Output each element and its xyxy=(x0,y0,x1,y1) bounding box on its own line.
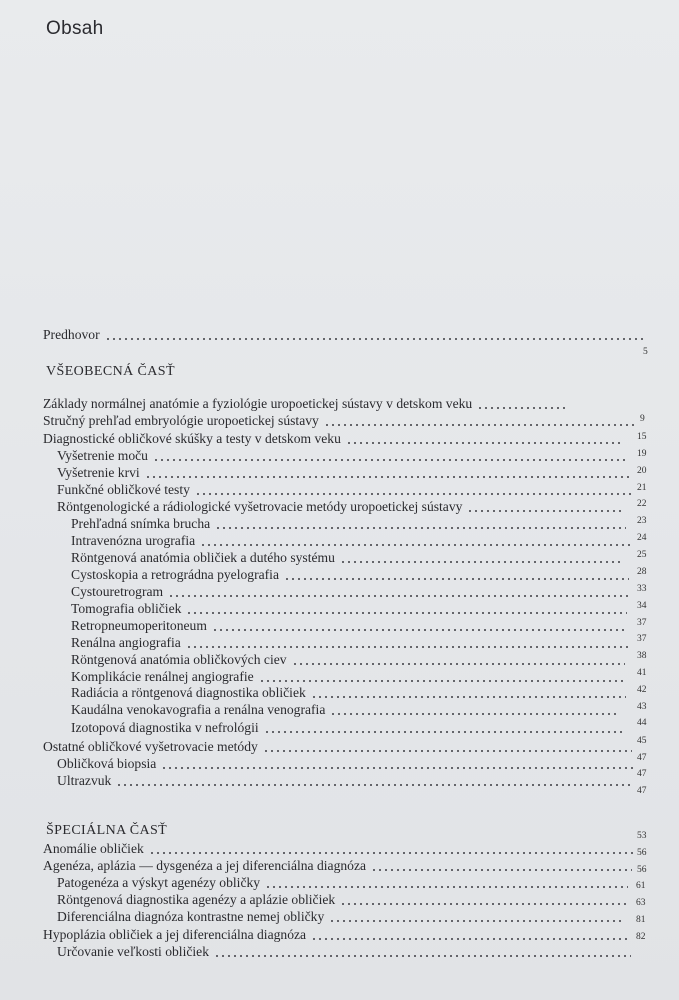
toc-entry-title: Základy normálnej anatómie a fyziológie uropoetickej sústavy v detskom veku xyxy=(43,396,473,411)
dot-leader xyxy=(195,493,631,495)
toc-entry[interactable] xyxy=(71,701,616,719)
toc-entry-title: Anomálie obličiek xyxy=(43,841,144,856)
page-number: 47 xyxy=(637,769,647,779)
toc-entry-title: Cystouretrogram xyxy=(71,584,164,599)
toc-entry-title: Funkčné obličkové testy xyxy=(57,482,190,497)
dot-leader xyxy=(263,750,632,752)
toc-entry-title: Stručný prehľad embryológie uropoetickej sústavy xyxy=(43,413,319,428)
dot-leader xyxy=(371,869,632,871)
dot-leader xyxy=(145,476,631,478)
toc-entry-title: Diferenciálna diagnóza kontrastne nemej obličky xyxy=(57,909,325,924)
toc-entry[interactable] xyxy=(57,481,631,499)
page-number: 47 xyxy=(637,786,647,796)
page-number: 37 xyxy=(637,618,647,628)
toc-entry-title: Röntgenologické a rádiologické vyšetrovacie metódy uropoetickej sústavy xyxy=(57,499,463,514)
toc-entry[interactable] xyxy=(71,600,627,618)
page-number: 22 xyxy=(637,499,647,509)
dot-leader xyxy=(116,784,633,786)
dot-leader xyxy=(467,510,621,512)
dot-leader xyxy=(330,713,616,715)
page-number: 61 xyxy=(636,881,646,891)
dot-leader xyxy=(340,903,626,905)
toc-entry-title: Cystoskopia a retrográdna pyelografia xyxy=(71,567,279,582)
toc-entry-title: Diagnostické obličkové skúšky a testy v detskom veku xyxy=(43,431,341,446)
page-number: 33 xyxy=(637,584,647,594)
toc-entry-title: Tomografia obličiek xyxy=(71,601,182,616)
toc-entry[interactable] xyxy=(57,772,633,790)
dot-leader xyxy=(153,459,626,461)
page-number: 63 xyxy=(636,898,646,908)
dot-leader xyxy=(284,578,629,580)
page-number: 15 xyxy=(637,432,647,442)
toc-entry-title: Vyšetrenie krvi xyxy=(57,465,140,480)
toc-entry-title: Hypoplázia obličiek a jej diferenciálna diagnóza xyxy=(43,927,307,942)
toc-entry[interactable] xyxy=(71,532,630,550)
dot-leader xyxy=(161,767,633,769)
dot-leader xyxy=(215,527,626,529)
toc-entry-title: Ultrazvuk xyxy=(57,773,112,788)
toc-entry-title: Retropneumoperitoneum xyxy=(71,618,207,633)
toc-entry[interactable] xyxy=(43,840,634,858)
page-number: 44 xyxy=(637,718,647,728)
dot-leader xyxy=(200,544,630,546)
page-number: 28 xyxy=(637,567,647,577)
dot-leader xyxy=(265,886,628,888)
dot-leader xyxy=(346,442,620,444)
toc-entry-title: Izotopová diagnostika v nefrológii xyxy=(71,720,259,735)
toc-entry[interactable] xyxy=(43,857,632,875)
toc-entry[interactable] xyxy=(43,395,565,413)
dot-leader xyxy=(149,852,634,854)
dot-leader xyxy=(212,629,624,631)
toc-entry-title: Röntgenová anatómia obličkových ciev xyxy=(71,652,287,667)
toc-entry[interactable] xyxy=(71,549,621,567)
page-number: 25 xyxy=(637,550,647,560)
page-number: 20 xyxy=(637,466,647,476)
toc-entry-title: Obličková biopsia xyxy=(57,756,157,771)
page-number: 5 xyxy=(643,347,648,357)
dot-leader xyxy=(477,407,565,409)
toc-entry-title: Určovanie veľkosti obličiek xyxy=(57,944,209,959)
page-number: 42 xyxy=(637,685,647,695)
page-number: 9 xyxy=(640,414,645,424)
dot-leader xyxy=(311,696,626,698)
toc-entry-title: Renálna angiografia xyxy=(71,635,181,650)
toc-entry[interactable] xyxy=(57,891,626,909)
page-number: 19 xyxy=(637,449,647,459)
page-number: 45 xyxy=(637,736,647,746)
page-number: 53 xyxy=(637,831,647,841)
toc-entry[interactable] xyxy=(71,617,624,635)
dot-leader xyxy=(292,663,625,665)
toc-entry[interactable] xyxy=(57,874,628,892)
toc-entry[interactable] xyxy=(43,430,620,448)
dot-leader xyxy=(340,561,621,563)
page-number: 24 xyxy=(637,533,647,543)
dot-leader xyxy=(259,680,624,682)
page-number: 21 xyxy=(637,483,647,493)
dot-leader xyxy=(105,338,646,340)
toc-entry[interactable] xyxy=(71,583,629,601)
page-number: 47 xyxy=(637,753,647,763)
section-heading-special: ŠPECIÁLNA ČASŤ xyxy=(46,823,168,838)
toc-entry-title: Röntgenová anatómia obličiek a dutého systému xyxy=(71,550,335,565)
dot-leader xyxy=(214,955,631,957)
dot-leader xyxy=(264,731,624,733)
dot-leader xyxy=(324,424,636,426)
toc-entry[interactable] xyxy=(57,755,633,773)
page-number: 56 xyxy=(637,865,647,875)
dot-leader xyxy=(168,595,629,597)
page-number: 81 xyxy=(636,915,646,925)
toc-entry[interactable] xyxy=(57,943,631,961)
toc-entry-title: Kaudálna venokavografia a renálna venografia xyxy=(71,702,326,717)
toc-entry[interactable] xyxy=(71,651,625,669)
page-number: 34 xyxy=(637,601,647,611)
page-number: 23 xyxy=(637,516,647,526)
page-number: 43 xyxy=(637,702,647,712)
dot-leader xyxy=(186,612,627,614)
toc-entry-title: Predhovor xyxy=(43,327,100,342)
toc-entry[interactable] xyxy=(71,719,624,737)
toc-entry[interactable] xyxy=(43,412,636,430)
page-number: 56 xyxy=(637,848,647,858)
toc-entry[interactable] xyxy=(71,566,629,584)
toc-entry[interactable] xyxy=(57,464,631,482)
toc-entry-title: Komplikácie renálnej angiografie xyxy=(71,669,254,684)
section-heading-general: VŠEOBECNÁ ČASŤ xyxy=(46,364,175,379)
page-number: 41 xyxy=(637,668,647,678)
toc-entry-title: Agenéza, aplázia — dysgenéza a jej diferenciálna diagnóza xyxy=(43,858,367,873)
toc-entry-title: Röntgenová diagnostika agenézy a aplázie obličiek xyxy=(57,892,336,907)
toc-entry[interactable] xyxy=(43,926,630,944)
toc-entry-title: Vyšetrenie moču xyxy=(57,448,148,463)
toc-entry[interactable] xyxy=(71,515,626,533)
page-number: 37 xyxy=(637,634,647,644)
toc-entry-title: Radiácia a röntgenová diagnostika obličiek xyxy=(71,685,306,700)
dot-leader xyxy=(311,938,630,940)
dot-leader xyxy=(186,646,628,648)
toc-entry-title: Prehľadná snímka brucha xyxy=(71,516,211,531)
page-number: 82 xyxy=(636,932,646,942)
toc-entry[interactable] xyxy=(57,908,624,926)
dot-leader xyxy=(329,920,624,922)
toc-entry[interactable] xyxy=(43,738,632,756)
toc-entry[interactable] xyxy=(57,498,621,516)
toc-entry[interactable] xyxy=(57,447,626,465)
toc-entry[interactable] xyxy=(71,684,626,702)
toc-entry[interactable] xyxy=(71,634,628,652)
page-number: 38 xyxy=(637,651,647,661)
toc-entry[interactable] xyxy=(43,326,646,344)
page-title: Obsah xyxy=(46,18,104,39)
toc-entry-title: Patogenéza a výskyt agenézy obličky xyxy=(57,875,261,890)
toc-entry-title: Intravenózna urografia xyxy=(71,533,196,548)
toc-entry-title: Ostatné obličkové vyšetrovacie metódy xyxy=(43,739,258,754)
